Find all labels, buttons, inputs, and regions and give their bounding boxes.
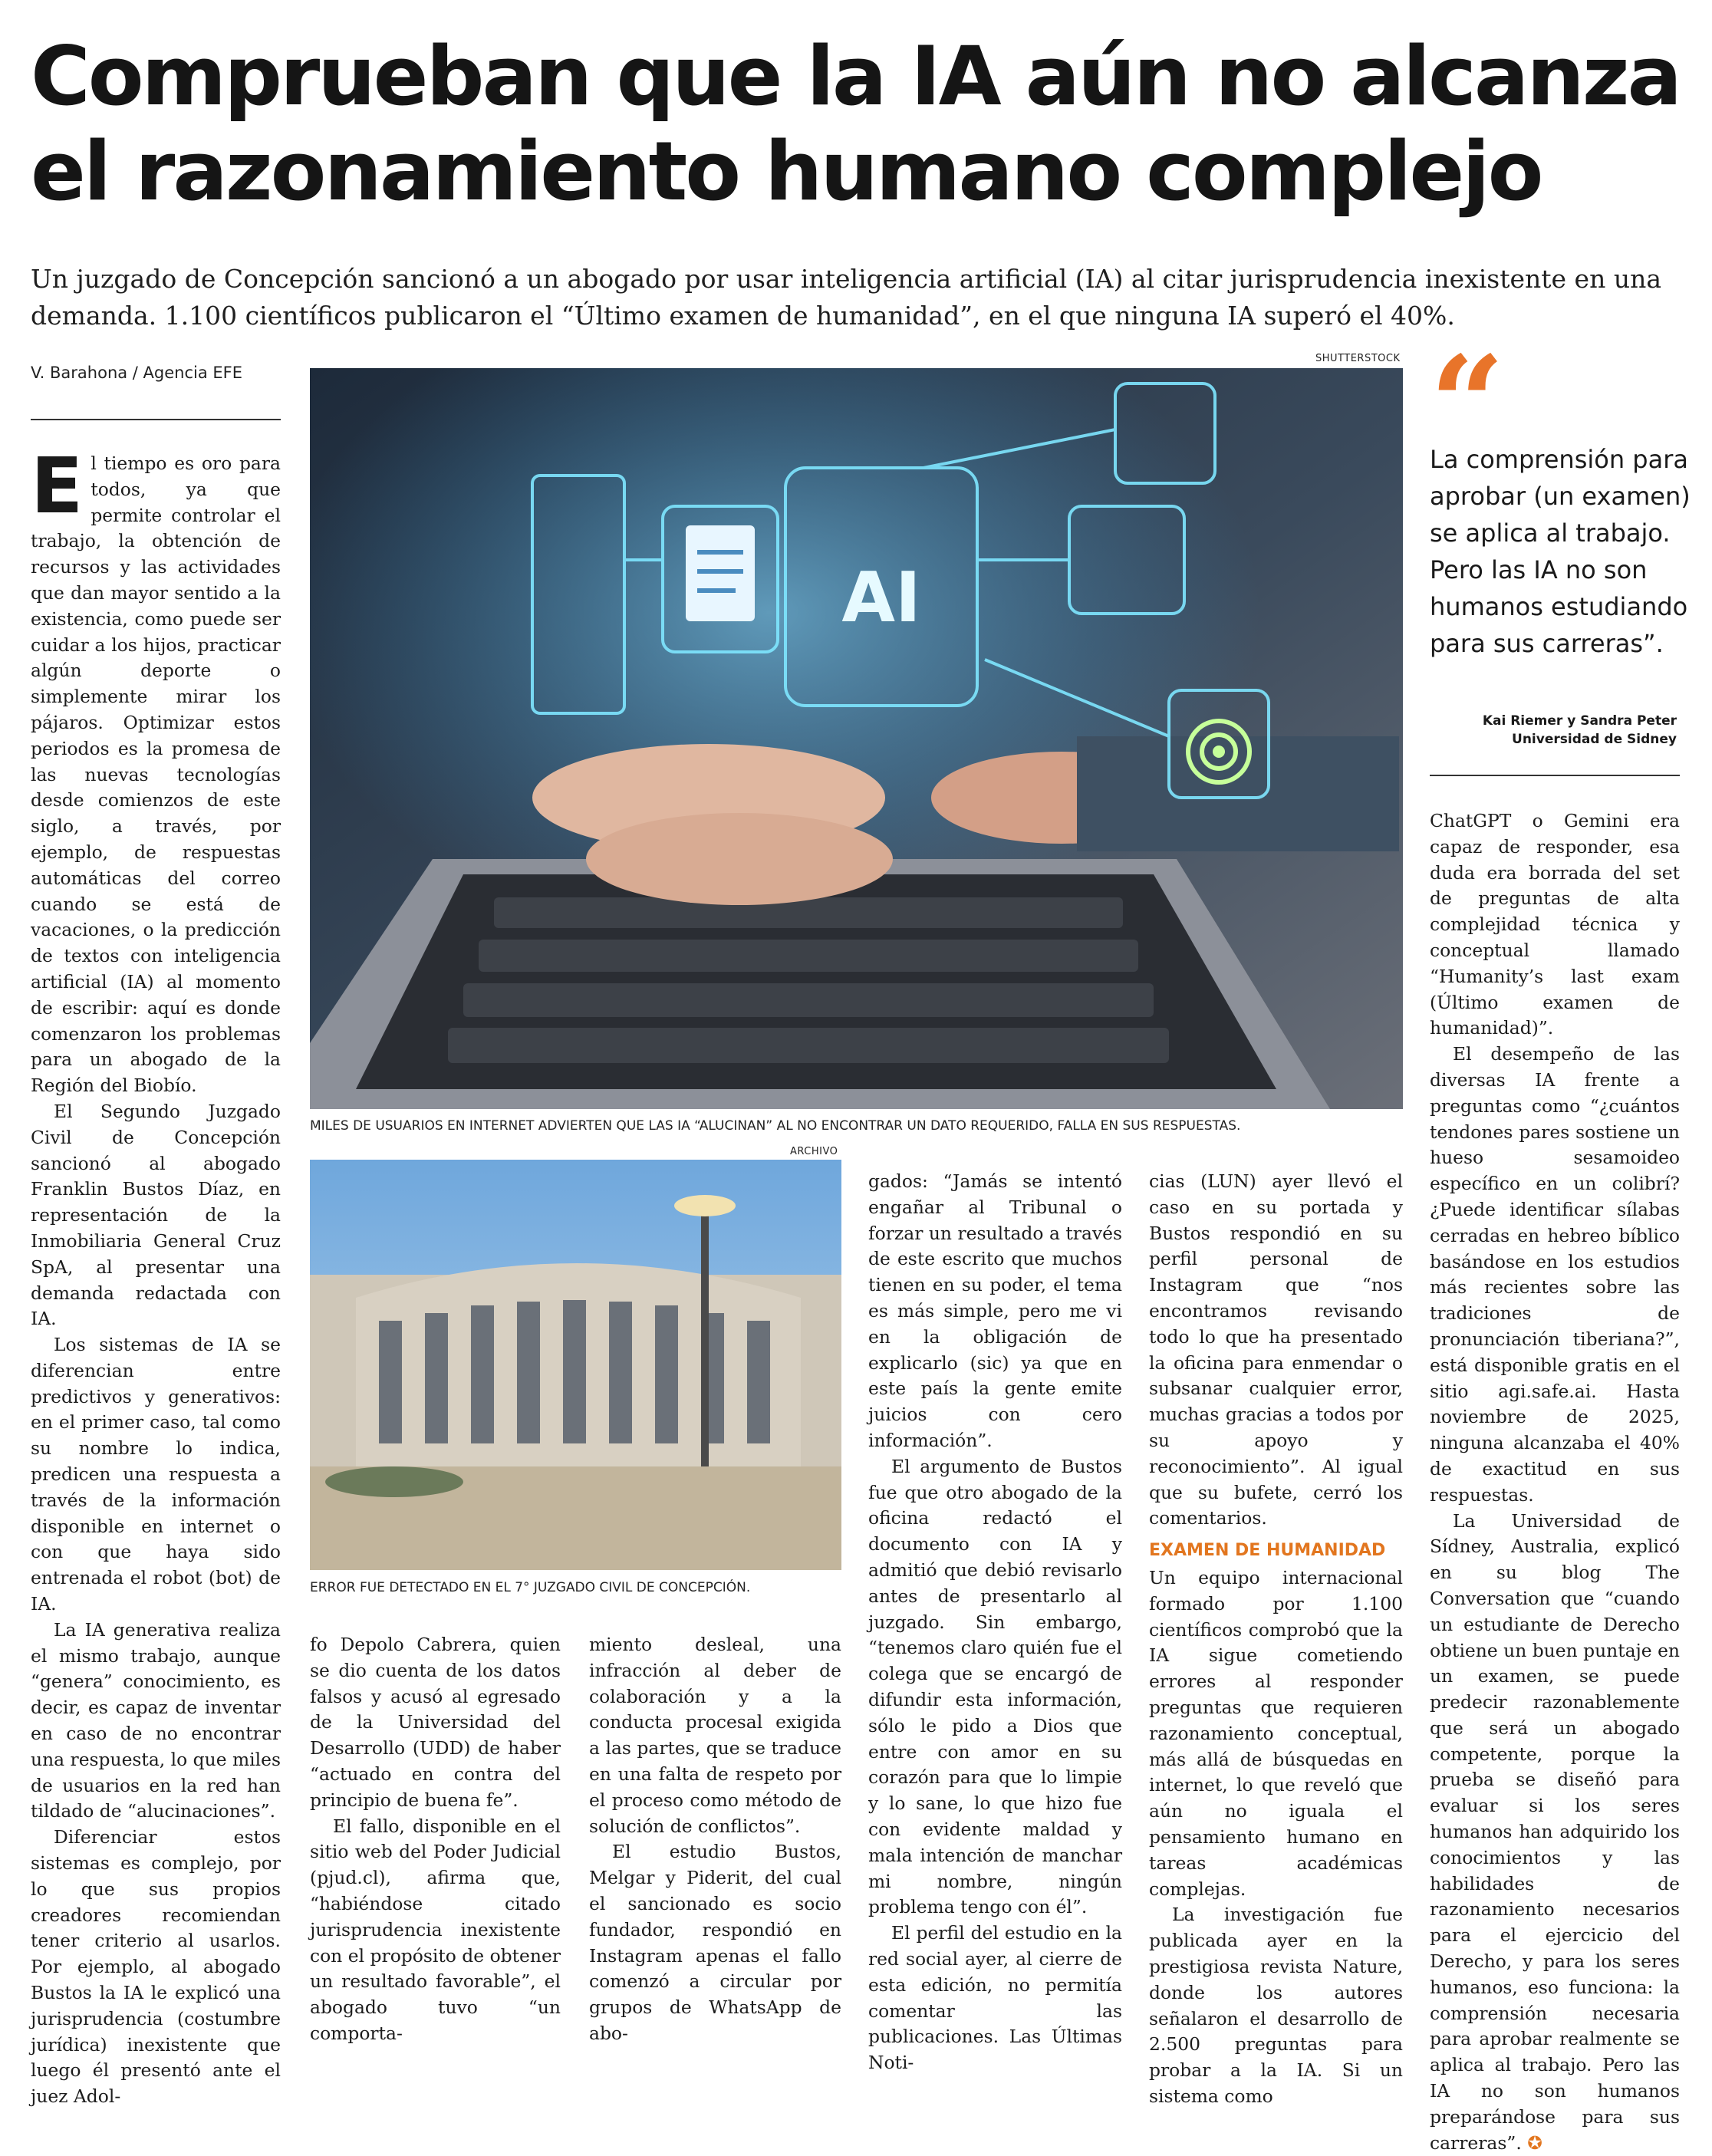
- body-paragraph: Un equipo internacional formado por 1.100 científicos comprobó que la IA sigue cometiendo errores al responder preguntas que requieren razonamiento conceptual, más allá de búsquedas en internet, lo que reveló que aún no iguala el pensamiento humano en tareas académicas complejas.: [1149, 1566, 1403, 1900]
- headline-line-2: el razonamiento humano complejo: [31, 124, 1542, 219]
- body-paragraph: Diferenciar estos sistemas es complejo, por lo que sus propios creadores recomiendan tener criterio al usarlos. Por ejemplo, al abogado Bustos la IA le explicó una jurisprudencia (costumbre jurídica) inexistente que luego él presentó ante el juez Adol-: [31, 1826, 281, 2108]
- body-paragraph: El Segundo Juzgado Civil de Concepción sancionó al abogado Franklin Bustos Díaz, en representación de la Inmobiliaria General Cruz SpA, al presentar una demanda redactada con IA.: [31, 1100, 281, 1330]
- court-building-illustration: [310, 1160, 841, 1570]
- headline: [31, 29, 1687, 219]
- main-photo-credit: SHUTTERSTOCK: [1315, 353, 1401, 364]
- body-paragraph: Los sistemas de IA se diferencian entre predictivos y generativos: en el primer caso, tal como su nombre lo indica, predicen una respuesta a través de la información disponible en internet o con que haya sido entrenada el robot (bot) de IA.: [31, 1334, 281, 1615]
- body-paragraph: El tiempo es oro para todos, ya que permite controlar el trabajo, la obtención de recursos y las actividades que dan mayor sentido a la existencia, como puede ser cuidar a los hijos, practicar algún deporte o simplemente mirar los pájaros. Optimizar estos periodos es la promesa de las nuevas tecnologías desde comienzos de este siglo, a través, por ejemplo, de respuestas automáticas del correo cuando se está de vacaciones, o la predicción de textos con inteligencia artificial (IA) al momento de escribir: aquí es donde comenzaron los problemas para un abogado de la Región del Biobío.: [31, 441, 281, 1097]
- body-paragraph: ChatGPT o Gemini era capaz de responder, esa duda era borrada del set de preguntas de alta complejidad técnica y conceptual llamado “Humanity’s last exam (Último examen de humanidad)”.: [1430, 810, 1680, 1039]
- main-photo-caption: MILES DE USUARIOS EN INTERNET ADVIERTEN QUE LAS IA “ALUCINAN” AL NO ENCONTRAR UN DATO REQUERIDO, FALLA EN SUS RESPUESTAS.: [310, 1118, 1241, 1134]
- body-column-3: [589, 1632, 841, 2047]
- body-paragraph: El fallo, disponible en el sitio web del Poder Judicial (pjud.cl), afirma que, “habiéndose citado jurisprudencia inexistente con el propósito de obtener un resultado favorable”, el abogado tuvo “un comporta-: [310, 1815, 561, 2044]
- quote-mark-icon: “: [1430, 328, 1505, 481]
- drop-cap: E: [31, 441, 84, 531]
- end-mark-icon: ✪: [1527, 2131, 1542, 2154]
- body-column-6: [1430, 808, 1680, 2156]
- body-column-5: [1149, 1169, 1403, 2110]
- body-paragraph: La IA generativa realiza el mismo trabajo, aunque “genera” conocimiento, es decir, es capaz de inventar en caso de no encontrar una respuesta, lo que miles de usuarios en la red han tildado de “alucinaciones”.: [31, 1618, 281, 1822]
- body-paragraph: El estudio Bustos, Melgar y Piderit, del cual el sancionado es socio fundador, respondió en Instagram apenas el fallo comenzó a circular por grupos de WhatsApp de abo-: [589, 1841, 841, 2044]
- pullquote-text: La comprensión para aprobar (un examen) se aplica al trabajo. Pero las IA no son humanos estudiando para sus carreras”.: [1430, 445, 1691, 658]
- section-heading: EXAMEN DE HUMANIDAD: [1149, 1541, 1386, 1561]
- body-paragraph: gados: “Jamás se intentó engañar al Tribunal o forzar un resultado a través de este escrito que muchos tienen en su poder, el tema es más simple, pero me vi en la obligación de explicarlo (sic) ya que en este país la gente emite juicios con cero información”.: [868, 1170, 1122, 1451]
- body-paragraph: El argumento de Bustos fue que otro abogado de la oficina redactó el documento con IA y admitió que debió revisarlo antes de presentarlo al juzgado. Sin embargo, “tenemos claro quién fue el colega que se encargó de difundir esta información, sólo le pido a Dios que entre con amor en su corazón para que lo limpie y lo sane, lo que hizo fue con evidente maldad y mala intención de manchar mi nombre, ningún problema tengo con él”.: [868, 1455, 1122, 1918]
- ai-hologram-label: AI: [841, 558, 921, 638]
- laptop-hands-illustration: [310, 368, 1403, 1109]
- court-photo-caption: ERROR FUE DETECTADO EN EL 7° JUZGADO CIVIL DE CONCEPCIÓN.: [310, 1580, 751, 1595]
- headline-line-1: Comprueban que la IA aún no alcanza: [31, 29, 1681, 123]
- body-paragraph: miento desleal, una infracción al deber de colaboración y a la conducta procesal exigida a las partes, que se traduce en una falta de respeto por el proceso como método de solución de conflictos”.: [589, 1634, 841, 1837]
- pullquote-attribution: [1430, 712, 1677, 749]
- pullquote-rule: [1430, 775, 1680, 776]
- body-paragraph: El perfil del estudio en la red social ayer, al cierre de esta edición, no permitía comentar las publicaciones. Las Últimas Noti-: [868, 1922, 1122, 2074]
- subheadline: Un juzgado de Concepción sancionó a un abogado por usar inteligencia artificial (IA) al citar jurisprudencia inexistente en una demanda. 1.100 científicos publicaron el “Último examen de humanidad”, en el que ninguna IA superó el 40%.: [31, 264, 1662, 331]
- court-photo-credit: ARCHIVO: [790, 1146, 838, 1157]
- court-building-photo: [310, 1160, 841, 1570]
- body-paragraph: El desempeño de las diversas IA frente a preguntas como “¿cuántos tendones pares sostiene un hueso sesamoideo específico en un colibrí? ¿Puede identificar sílabas cerradas en hebreo bíblico basándose en los estudios más recientes sobre las tradiciones de pronunciación tiberiana?”, está disponible gratis en el sitio agi.safe.ai. Hasta noviembre de 2025, ninguna alcanzaba el 40% de exactitud en sus respuestas.: [1430, 1043, 1680, 1506]
- body-paragraph: La investigación fue publicada ayer en la prestigiosa revista Nature, donde los autores señalaron el desarrollo de 2.500 preguntas para probar a la IA. Si un sistema como: [1149, 1904, 1403, 2107]
- body-column-2: [310, 1632, 561, 2047]
- pullquote-author: Kai Riemer y Sandra Peter: [1482, 713, 1677, 729]
- pullquote-affiliation: Universidad de Sidney: [1512, 732, 1677, 747]
- body-paragraph: cias (LUN) ayer llevó el caso en su portada y Bustos respondió en su perfil personal de Instagram que “nos encontramos revisando todo lo que ha presentado la oficina para enmendar o subsanar cualquier error, muchas gracias a todos por su apoyo y reconocimiento”. Al igual que su bufete, cerró los comentarios.: [1149, 1170, 1403, 1529]
- byline: V. Barahona / Agencia EFE: [31, 364, 243, 382]
- main-photo-laptop-ai: [310, 368, 1403, 1109]
- body-paragraph: fo Depolo Cabrera, quien se dio cuenta de los datos falsos y acusó al egresado de la Universidad del Desarrollo (UDD) de haber “actuado en contra del principio de buena fe”.: [310, 1634, 561, 1811]
- body-column-1: [31, 441, 281, 2110]
- byline-rule: [31, 419, 281, 420]
- body-paragraph: La Universidad de Sídney, Australia, explicó en su blog The Conversation que “cuando un estudiante de Derecho obtiene un buen puntaje en un examen, se puede predecir razonablemente que será un abogado competente, porque la prueba se diseñó para evaluar si los seres humanos han adquirido los conocimientos y las habilidades de razonamiento necesarios para el ejercicio del Derecho, y para los seres humanos, eso funciona: la comprensión necesaria para aprobar realmente se aplica al trabajo. Pero las IA no son humanos preparándose para sus carreras”. ✪: [1430, 1509, 1680, 2154]
- body-column-4: [868, 1169, 1122, 2076]
